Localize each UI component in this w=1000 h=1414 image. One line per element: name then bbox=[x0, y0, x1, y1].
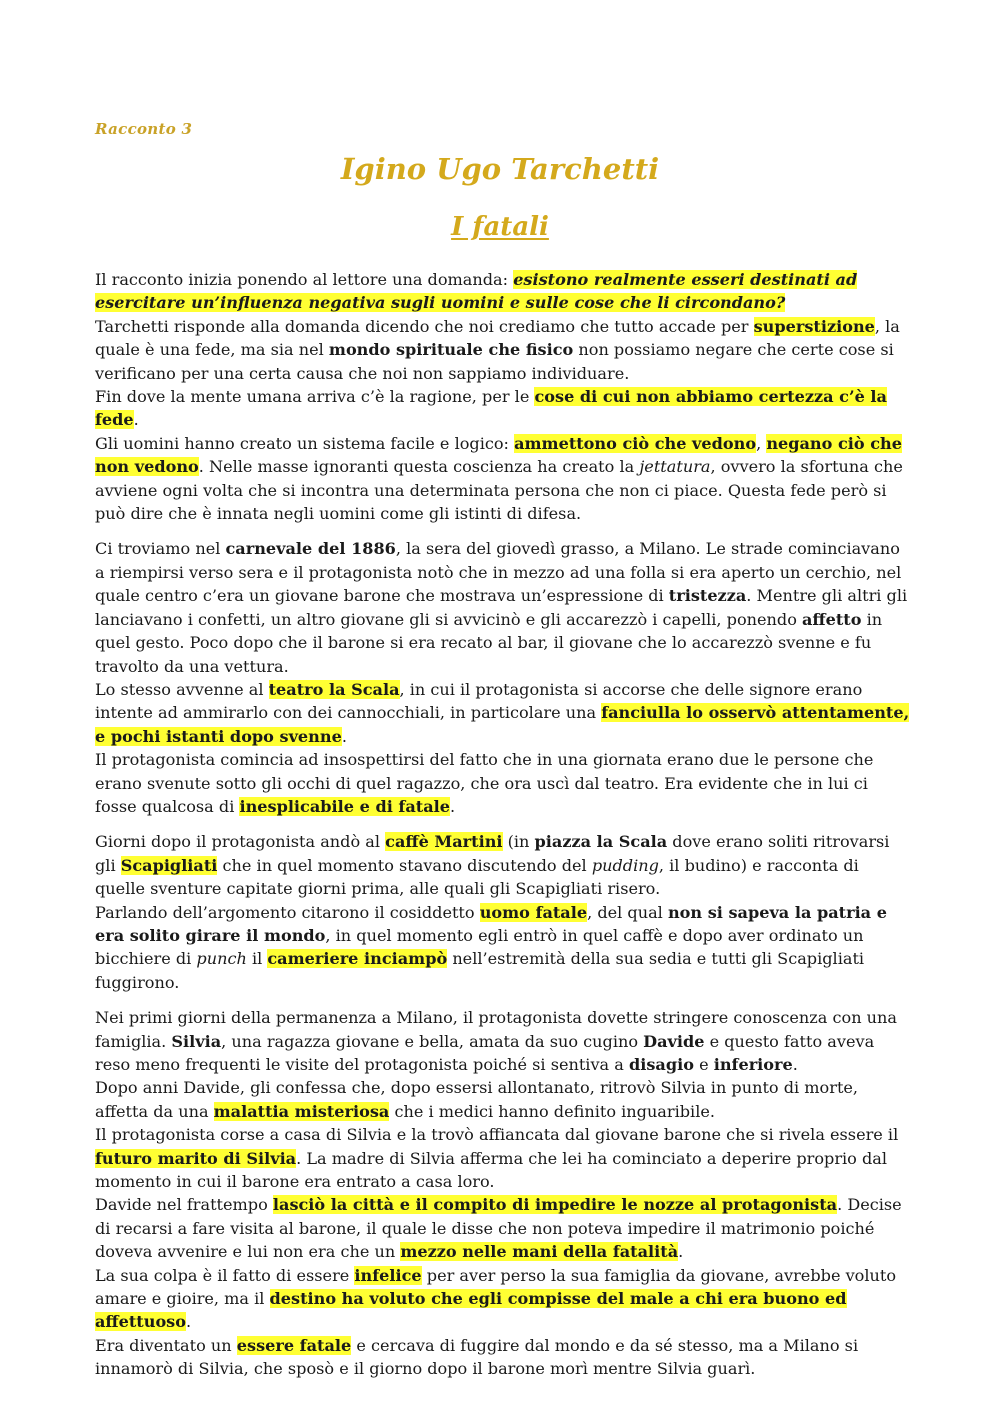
paragraph-malattia: Dopo anni Davide, gli confessa che, dopo essersi allontanato, ritrovò Silvia in punto di morte, affetta da una malattia misteriosa che i medici hanno definito inguaribile. bbox=[95, 1078, 859, 1121]
document-body bbox=[95, 268, 910, 1381]
highlight-fede: cose di cui non abbiamo certezza c’è la fede bbox=[95, 387, 887, 430]
story-title: I fatali bbox=[451, 212, 549, 242]
paragraph-colpa: La sua colpa è il fatto di essere infelice per aver perso la sua famiglia da giovane, avrebbe voluto amare e gioire, ma il destino ha voluto che egli compisse del male a chi era buono ed affettuoso. bbox=[95, 1265, 897, 1332]
paragraph-uomo-fatale: Parlando dell’argomento citarono il cosiddetto uomo fatale, del qual non si sapeva la patria e era solito girare il mondo, in quel momento egli entrò in quel caffè e dopo aver ordinato un bicchiere di punch il cameriere inciampò nell’estremità della sua sedia e tutti gli Scapigliati fuggirono. bbox=[95, 902, 887, 992]
paragraph-suspicion: Il protagonista comincia ad insospettirsi del fatto che in una giornata erano due le persone che erano svenute sotto gli occhi di quel ragazzo, che ora uscì dal teatro. Era evidente che in lui ci fosse qualcosa di inesplicabile e di fatale. bbox=[95, 750, 874, 816]
highlight-teatro: teatro la Scala bbox=[268, 679, 400, 699]
author-heading: Igino Ugo Tarchetti bbox=[340, 152, 660, 186]
highlight-superstizione: superstizione bbox=[753, 316, 875, 336]
paragraph-finale: Era diventato un essere fatale e cercava di fuggire dal mondo e da sé stesso, ma a Milano si innamorò di Silvia, che sposò e il giorno dopo il barone morì mentre Silvia guarì. bbox=[95, 1335, 859, 1379]
bold-affetto: affetto bbox=[802, 609, 862, 629]
paragraph-caffe: Giorni dopo il protagonista andò al caffè Martini (in piazza la Scala dove erano soliti ritrovarsi gli Scapigliati che in quel momento stavano discutendo del pudding, il budino) e racconta di quelle sventure capitate giorni prima, alle quali gli Scapigliati risero. bbox=[95, 832, 890, 899]
highlight-futuro-marito: futuro marito di Silvia bbox=[95, 1148, 297, 1168]
bold-davide: Davide bbox=[643, 1031, 705, 1051]
highlight-caffe-martini: caffè Martini bbox=[385, 832, 503, 852]
bold-disagio: disagio bbox=[628, 1055, 694, 1074]
highlight-ammettono: ammettono ciò che vedono bbox=[514, 433, 757, 453]
highlight-cameriere: cameriere inciampò bbox=[267, 949, 448, 969]
highlight-negano: negano ciò che non vedono bbox=[95, 433, 902, 477]
highlight-destino: destino ha voluto che egli compisse del male a chi era buono ed affettuoso bbox=[95, 1289, 847, 1332]
highlight-scapigliati: Scapigliati bbox=[120, 855, 218, 875]
highlight-fanciulla: fanciulla lo osservò attentamente, e pochi istanti dopo svenne bbox=[95, 703, 910, 746]
paragraph-superstition: Tarchetti risponde alla domanda dicendo che noi crediamo che tutto accade per superstizione, la quale è una fede, ma sia nel mondo spirituale che fisico non possiamo negare che certe cose si verificano per una certa causa che noi non sappiamo individuare. bbox=[95, 316, 900, 383]
highlight-uomo-fatale: uomo fatale bbox=[479, 902, 588, 922]
bold-mondo-spirituale: mondo spirituale che fisico bbox=[328, 340, 574, 360]
bold-tristezza: tristezza bbox=[668, 586, 747, 606]
bold-carnevale: carnevale del 1886 bbox=[225, 539, 396, 559]
paragraph-scala: Lo stesso avvenne al teatro la Scala, in cui il protagonista si accorse che delle signore erano intente ad ammirarlo con dei cannocchiali, in particolare una fanciulla lo osservò attentamente, e pochi istanti dopo svenne. bbox=[95, 679, 910, 746]
paragraph-famiglia: Nei primi giorni della permanenza a Milano, il protagonista dovette stringere conoscenza con una famiglia. Silvia, una ragazza giovane e bella, amata da suo cugino Davide e questo fatto aveva reso meno frequenti le visite del protagonista poiché si sentiva a disagio e inferiore. bbox=[95, 1008, 897, 1074]
italic-jettatura: jettatura bbox=[639, 457, 711, 477]
italic-pudding: pudding bbox=[591, 855, 659, 875]
paragraph-futuro-marito: Il protagonista corse a casa di Silvia e la trovò affiancata dal giovane barone che si rivela essere il futuro marito di Silvia. La madre di Silvia afferma che lei ha cominciato a deperire proprio dal momento in cui il barone era entrato a casa loro. bbox=[95, 1125, 899, 1192]
paragraph-nozze: Davide nel frattempo lasciò la città e il compito di impedire le nozze al protagonista. Decise di recarsi a fare visita al barone, il quale le disse che non poteva impedire il matrimonio poiché doveva avvenire e lui non era che un mezzo nelle mani della fatalità. bbox=[95, 1195, 902, 1262]
highlight-malattia: malattia misteriosa bbox=[213, 1101, 390, 1121]
highlight-nozze: lasciò la città e il compito di impedire le nozze al protagonista bbox=[272, 1195, 838, 1215]
paragraph-reason: Fin dove la mente umana arriva c’è la ragione, per le cose di cui non abbiamo certezza c’è la fede. bbox=[95, 387, 887, 430]
paragraph-system: Gli uomini hanno creato un sistema facile e logico: ammettono ciò che vedono, negano ciò che non vedono. Nelle masse ignoranti questa coscienza ha creato la jettatura, ovvero la sfortuna che avviene ogni volta che si incontra una determinata persona che non ci piace. Questa fede però si può dire che è innata negli uomini come gli istinti di difesa. bbox=[95, 433, 903, 524]
bold-inferiore: inferiore bbox=[713, 1055, 793, 1074]
italic-punch: punch bbox=[196, 949, 247, 969]
highlight-question: esistono realmente esseri destinati ad esercitare un’influenza negativa sugli uomini e sulle cose che li circondano? bbox=[95, 270, 858, 313]
paragraph-intro: Il racconto inizia ponendo al lettore una domanda: esistono realmente esseri destinati ad esercitare un’influenza negativa sugli uomini e sulle cose che li circondano? bbox=[95, 270, 858, 313]
bold-piazza: piazza la Scala bbox=[534, 832, 668, 852]
highlight-fatalita: mezzo nelle mani della fatalità bbox=[400, 1242, 679, 1262]
bold-silvia: Silvia bbox=[171, 1031, 222, 1051]
bold-patria: non si sapeva la patria e era solito girare il mondo bbox=[95, 902, 887, 945]
story-number-label: Racconto 3 bbox=[95, 120, 193, 138]
paragraph-carnevale: Ci troviamo nel carnevale del 1886, la sera del giovedì grasso, a Milano. Le strade cominciavano a riempirsi verso sera e il protagonista notò che in mezzo ad una folla si era aperto un cerchio, nel quale centro c’era un giovane barone che mostrava un’espressione di tristezza. Mentre gli altri gli lanciavano i confetti, un altro giovane gli si avvicinò e gli accarezzò i capelli, ponendo affetto in quel gesto. Poco dopo che il barone si era recato al bar, il giovane che lo accarezzò svenne e fu travolto da una vettura. bbox=[95, 539, 908, 676]
highlight-inesplicabile: inesplicabile e di fatale bbox=[239, 796, 450, 816]
highlight-essere-fatale: essere fatale bbox=[236, 1335, 352, 1355]
highlight-infelice: infelice bbox=[354, 1265, 422, 1285]
